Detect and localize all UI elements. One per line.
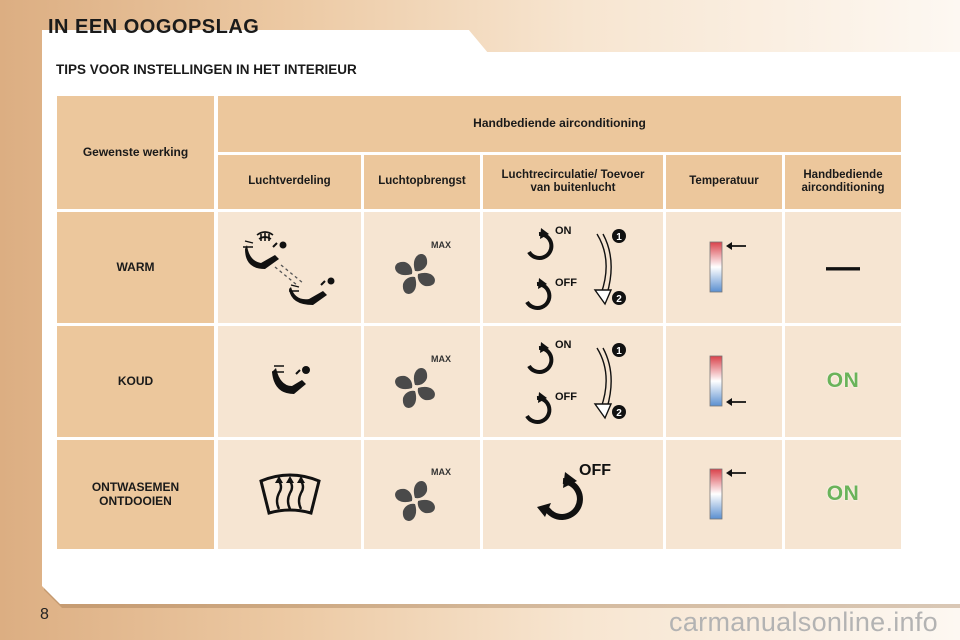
header-col-temperature-label: Temperatuur <box>689 175 759 188</box>
fan-max-icon <box>387 350 457 414</box>
header-col-distribution <box>218 155 361 209</box>
row-koud-distribution <box>218 326 361 437</box>
header-col-temperature <box>666 155 782 209</box>
header-col-recirculation <box>483 155 663 209</box>
face-airflow-icon <box>260 352 320 412</box>
recirculation-on-off-icon <box>513 220 633 316</box>
step-2-badge: 2 <box>616 293 622 305</box>
watermark: carmanualsonline.info <box>669 607 938 637</box>
row-koud-ac <box>785 326 901 437</box>
step-1-badge: 1 <box>616 345 622 357</box>
fan-max-icon <box>387 463 457 527</box>
header-col-airflow <box>364 155 480 209</box>
row-warm-distribution <box>218 212 361 323</box>
row-warm-ac <box>785 212 901 323</box>
header-group <box>218 96 901 152</box>
header-desired-function <box>57 96 214 209</box>
temperature-high-icon <box>694 465 754 525</box>
header-desired-function-label: Gewenste werking <box>82 144 189 159</box>
ac-on-indicator: ON <box>826 482 860 506</box>
section-title: TIPS VOOR INSTELLINGEN IN HET INTERIEUR <box>56 62 357 77</box>
temperature-high-icon <box>694 238 754 298</box>
row-label-koud-text: KOUD <box>117 373 154 388</box>
row-warm-temperature <box>666 212 782 323</box>
row-warm-ac-dash: — <box>826 247 860 286</box>
fan-max-icon <box>387 236 457 300</box>
row-label-demist-text: ONTWASEMEN ONTDOOIEN <box>91 479 180 508</box>
header-group-label: Handbediende airconditioning <box>473 116 646 131</box>
windscreen-demist-icon <box>255 467 325 523</box>
row-warm-recirculation <box>483 212 663 323</box>
header-col-ac-label: Handbediende airconditioning <box>801 168 885 194</box>
row-label-koud <box>57 326 214 437</box>
feet-and-windscreen-airflow-icon <box>235 225 345 310</box>
step-1-badge: 1 <box>616 231 622 243</box>
row-demist-airflow <box>364 440 480 549</box>
recirculation-off-icon <box>523 455 623 535</box>
page-number: 8 <box>40 606 49 623</box>
row-label-warm <box>57 212 214 323</box>
row-demist-ac <box>785 440 901 549</box>
header-col-airflow-label: Luchtopbrengst <box>378 175 466 188</box>
fan-max-label: MAX <box>431 466 451 477</box>
row-koud-recirculation <box>483 326 663 437</box>
row-demist-recirculation <box>483 440 663 549</box>
step-2-badge: 2 <box>616 407 622 419</box>
temperature-low-icon <box>694 352 754 412</box>
row-demist-distribution <box>218 440 361 549</box>
row-koud-airflow <box>364 326 480 437</box>
recirc-on-label: ON <box>555 338 572 351</box>
row-demist-temperature <box>666 440 782 549</box>
fan-max-label: MAX <box>431 353 451 364</box>
page-title: IN EEN OOGOPSLAG <box>48 16 260 38</box>
row-warm-airflow <box>364 212 480 323</box>
ac-on-indicator: ON <box>826 369 860 393</box>
recirc-off-label: OFF <box>555 276 577 289</box>
recirc-off-label: OFF <box>579 461 611 479</box>
recirculation-on-off-icon <box>513 334 633 430</box>
row-label-warm-text: WARM <box>116 259 155 274</box>
recirc-off-label: OFF <box>555 390 577 403</box>
recirc-on-label: ON <box>555 224 572 237</box>
row-koud-temperature <box>666 326 782 437</box>
row-label-demist <box>57 440 214 549</box>
header-col-recirculation-label: Luchtrecirculatie/ Toevoer van buitenlucht <box>501 168 645 194</box>
fan-max-label: MAX <box>431 239 451 250</box>
header-col-ac <box>785 155 901 209</box>
header-col-distribution-label: Luchtverdeling <box>248 175 331 188</box>
